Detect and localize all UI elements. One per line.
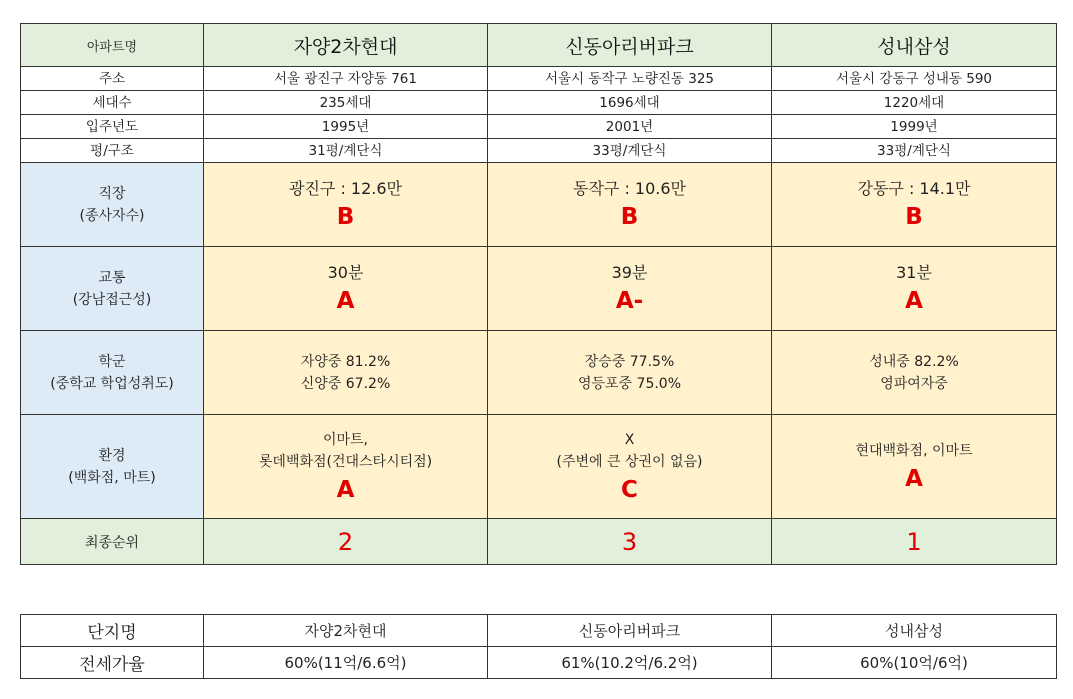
households-3: 1220세대 <box>772 91 1057 115</box>
school-row <box>21 331 1057 415</box>
transport-value-2: 39분 <box>611 262 648 282</box>
size-structure-1: 31평/계단식 <box>204 139 488 163</box>
school-label-line2: (중학교 학업성취도) <box>50 375 174 392</box>
school-label <box>21 331 204 415</box>
school-2-line1: 장승중 77.5% <box>584 353 675 370</box>
jeonse-rate-2: 61%(10.2억/6.2억) <box>488 647 772 679</box>
jeonse-rate-1: 60%(11억/6.6억) <box>204 647 488 679</box>
school-2-line2: 영등포중 75.0% <box>577 375 682 392</box>
transport-cell-1 <box>204 247 488 331</box>
environment-row <box>21 415 1057 519</box>
size-structure-row <box>21 139 1057 163</box>
environment-label-line1: 환경 <box>98 447 126 464</box>
move-in-year-2: 2001년 <box>488 115 772 139</box>
jeonse-name-label: 단지명 <box>21 615 204 647</box>
jeonse-rate-3: 60%(10억/6억) <box>772 647 1057 679</box>
apartment-name-1: 자양2차현대 <box>204 24 488 67</box>
environment-cell-2 <box>488 415 772 519</box>
final-rank-1: 2 <box>204 519 488 565</box>
job-value-3: 강동구 : 14.1만 <box>857 178 971 198</box>
environment-2-line1: X <box>624 431 635 448</box>
job-label-line2: (종사자수) <box>79 207 145 224</box>
job-value-1: 광진구 : 12.6만 <box>288 178 402 198</box>
environment-3-line1: 현대백화점, 이마트 <box>855 442 973 459</box>
school-3-line1: 성내중 82.2% <box>869 353 959 370</box>
jeonse-ratio-table <box>20 614 1057 679</box>
size-structure-2: 33평/계단식 <box>488 139 772 163</box>
job-row <box>21 163 1057 247</box>
job-grade-3: B <box>905 203 923 230</box>
move-in-year-1: 1995년 <box>204 115 488 139</box>
move-in-year-label: 입주년도 <box>21 115 204 139</box>
apartment-name-3: 성내삼성 <box>772 24 1057 67</box>
environment-label-line2: (백화점, 마트) <box>68 469 156 486</box>
header-label: 아파트명 <box>21 24 204 67</box>
jeonse-rate-row <box>21 647 1057 679</box>
households-1: 235세대 <box>204 91 488 115</box>
jeonse-name-1: 자양2차현대 <box>204 615 488 647</box>
job-label-line1: 직장 <box>98 185 126 202</box>
move-in-year-row <box>21 115 1057 139</box>
environment-cell-1 <box>204 415 488 519</box>
job-cell-3 <box>772 163 1057 247</box>
transport-cell-2 <box>488 247 772 331</box>
jeonse-rate-label: 전세가율 <box>21 647 204 679</box>
apartment-comparison-table <box>20 23 1057 565</box>
school-3-line2: 영파여자중 <box>880 375 948 392</box>
jeonse-name-row <box>21 615 1057 647</box>
environment-1-line2: 롯데백화점(건대스타시티점) <box>258 453 433 470</box>
size-structure-3: 33평/계단식 <box>772 139 1057 163</box>
transport-row <box>21 247 1057 331</box>
transport-value-3: 31분 <box>896 262 932 282</box>
environment-grade-2: C <box>621 476 638 503</box>
transport-grade-3: A <box>905 287 923 314</box>
job-grade-1: B <box>336 203 355 230</box>
address-label: 주소 <box>21 67 204 91</box>
job-label <box>21 163 204 247</box>
address-2: 서울시 동작구 노량진동 325 <box>488 67 772 91</box>
jeonse-name-2: 신동아리버파크 <box>488 615 772 647</box>
apartment-name-2: 신동아리버파크 <box>488 24 772 67</box>
job-value-2: 동작구 : 10.6만 <box>572 178 686 198</box>
school-1-line2: 신양중 67.2% <box>300 375 391 392</box>
final-rank-row <box>21 519 1057 565</box>
final-rank-2: 3 <box>488 519 772 565</box>
header-row <box>21 24 1057 67</box>
transport-grade-2: A- <box>615 287 644 314</box>
environment-cell-3 <box>772 415 1057 519</box>
address-3: 서울시 강동구 성내동 590 <box>772 67 1057 91</box>
environment-grade-3: A <box>905 465 923 492</box>
transport-grade-1: A <box>336 287 355 314</box>
environment-1-line1: 이마트, <box>322 431 369 448</box>
environment-2-line2: (주변에 큰 상권이 없음) <box>556 453 703 470</box>
address-row <box>21 67 1057 91</box>
transport-value-1: 30분 <box>327 262 364 282</box>
job-cell-1 <box>204 163 488 247</box>
job-cell-2 <box>488 163 772 247</box>
households-label: 세대수 <box>21 91 204 115</box>
transport-label-line1: 교통 <box>98 269 126 286</box>
job-grade-2: B <box>620 203 639 230</box>
move-in-year-3: 1999년 <box>772 115 1057 139</box>
transport-label-line2: (강남접근성) <box>72 291 152 308</box>
transport-label <box>21 247 204 331</box>
transport-cell-3 <box>772 247 1057 331</box>
final-rank-3: 1 <box>772 519 1057 565</box>
school-1-line1: 자양중 81.2% <box>300 353 391 370</box>
school-cell-1 <box>204 331 488 415</box>
school-cell-3 <box>772 331 1057 415</box>
environment-label <box>21 415 204 519</box>
school-label-line1: 학군 <box>98 353 126 370</box>
final-rank-label: 최종순위 <box>21 519 204 565</box>
environment-grade-1: A <box>336 476 355 503</box>
size-structure-label: 평/구조 <box>21 139 204 163</box>
address-1: 서울 광진구 자양동 761 <box>204 67 488 91</box>
school-cell-2 <box>488 331 772 415</box>
jeonse-name-3: 성내삼성 <box>772 615 1057 647</box>
households-row <box>21 91 1057 115</box>
households-2: 1696세대 <box>488 91 772 115</box>
